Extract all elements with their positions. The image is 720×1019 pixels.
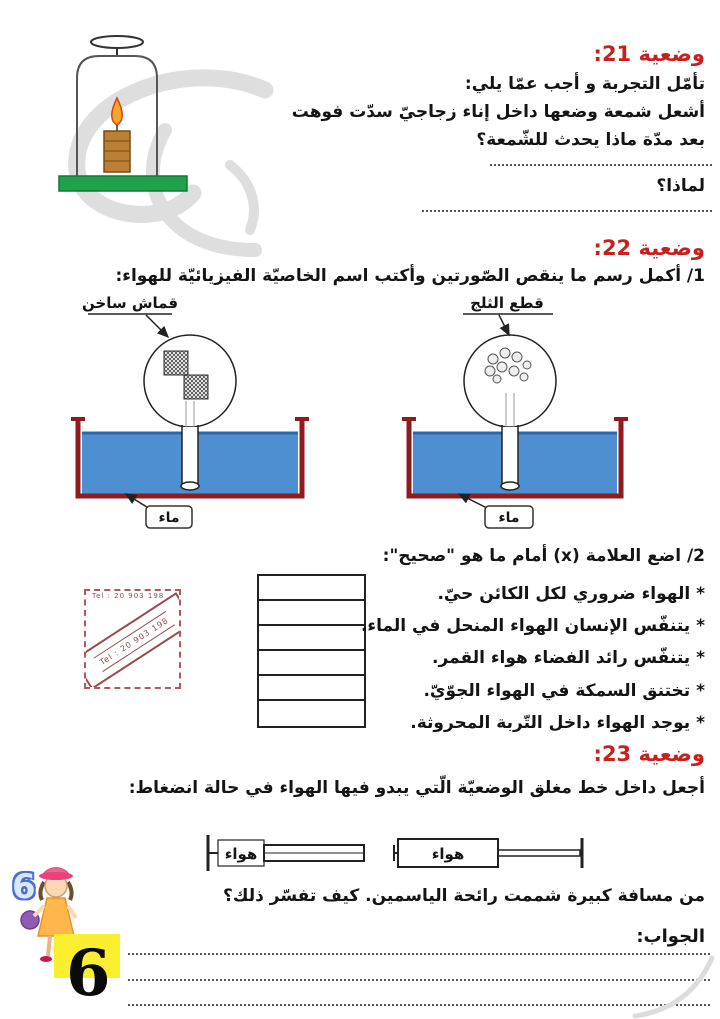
table-cell [259,651,364,676]
answer-dotted-line [128,1001,710,1006]
section23-instruction: أجعل داخل خط مغلق الوضعيّة الّتي يبدو فيها الهواء في حالة انضغاط: [128,778,705,798]
corner-number: 6 [12,867,36,907]
green-base [59,176,187,191]
checklist-item: * تختنق السمكة في الهواء الجوّيّ. [423,681,705,701]
tube [181,482,199,490]
hot-cloth-flask-diagram [60,293,310,533]
stamp-divider [93,610,166,658]
table-cell [259,601,364,626]
stamp-tel-inner: Tel : 20 903 198 [97,615,171,667]
page-corner-shade [630,950,720,1019]
section21-line1: تأمّل التجربة و أجب عمّا يلي: [464,74,705,94]
flask [464,335,556,427]
checklist-item: * يتنفّس رائد الفضاء هواء القمر. [432,648,705,668]
section21-why: لماذا؟ [656,176,705,196]
stamp [84,589,181,689]
ice-flask-diagram [395,293,640,533]
table-cell [259,626,364,651]
table-cell [259,576,364,601]
checklist-item: * يوجد الهواء داخل التّربة المحروثة. [410,713,705,733]
table-cell [259,701,364,726]
plunger-rod [498,850,580,856]
water-label: ماء [158,510,180,526]
checklist-item: * يتنفّس الإنسان الهواء المنحل في الماء. [360,616,705,636]
syringe-left [202,832,372,874]
section23-title: وضعية 23: [593,742,705,766]
section21-title: وضعية 21: [593,42,705,66]
tube [501,482,519,490]
answer-dotted-line [128,950,710,955]
air-label: هواء [431,845,465,863]
answer-dotted-line [422,207,712,212]
diagram-label: قطع الثلج [470,294,544,312]
syringe-right [392,832,597,874]
section21-line3: بعد مدّة ماذا يحدث للشّمعة؟ [476,130,705,150]
section22-question1: 1/ أكمل رسم ما ينقص الصّورتين وأكتب اسم الخاصيّة الفيزيائيّة للهواء: [115,266,705,286]
candle-jar-illustration [55,28,195,200]
jar-lid [91,36,143,48]
water-label: ماء [498,510,520,526]
table-cell [259,676,364,701]
answer-dotted-line [128,976,710,981]
hair [40,882,44,900]
section22-title: وضعية 22: [593,236,705,260]
diagram-label: قماش ساخن [81,294,179,312]
section22-question2: 2/ اضع العلامة (x) أمام ما هو "صحيح": [382,546,705,566]
checklist-item: * الهواء ضروري لكل الكائن حيّ. [437,584,705,604]
answer-dotted-line [490,161,712,166]
page-number: 6 [66,936,111,1011]
answer-table [257,574,366,728]
legs [48,936,50,956]
air-label: هواء [224,845,258,863]
stamp-inner-band [84,592,181,689]
section23-question: من مسافة كبيرة شممت رائحة الياسمين. كيف تفسّر ذلك؟ [223,886,705,906]
dress [38,898,74,936]
section21-line2: أشعل شمعة وضعها داخل إناء زجاجيّ سدّت فوهت [291,102,705,122]
answer-label: الجواب: [636,926,705,947]
stamp-tel-top: Tel : 20 903 198 [92,592,165,600]
candle-flame-icon [112,98,123,125]
